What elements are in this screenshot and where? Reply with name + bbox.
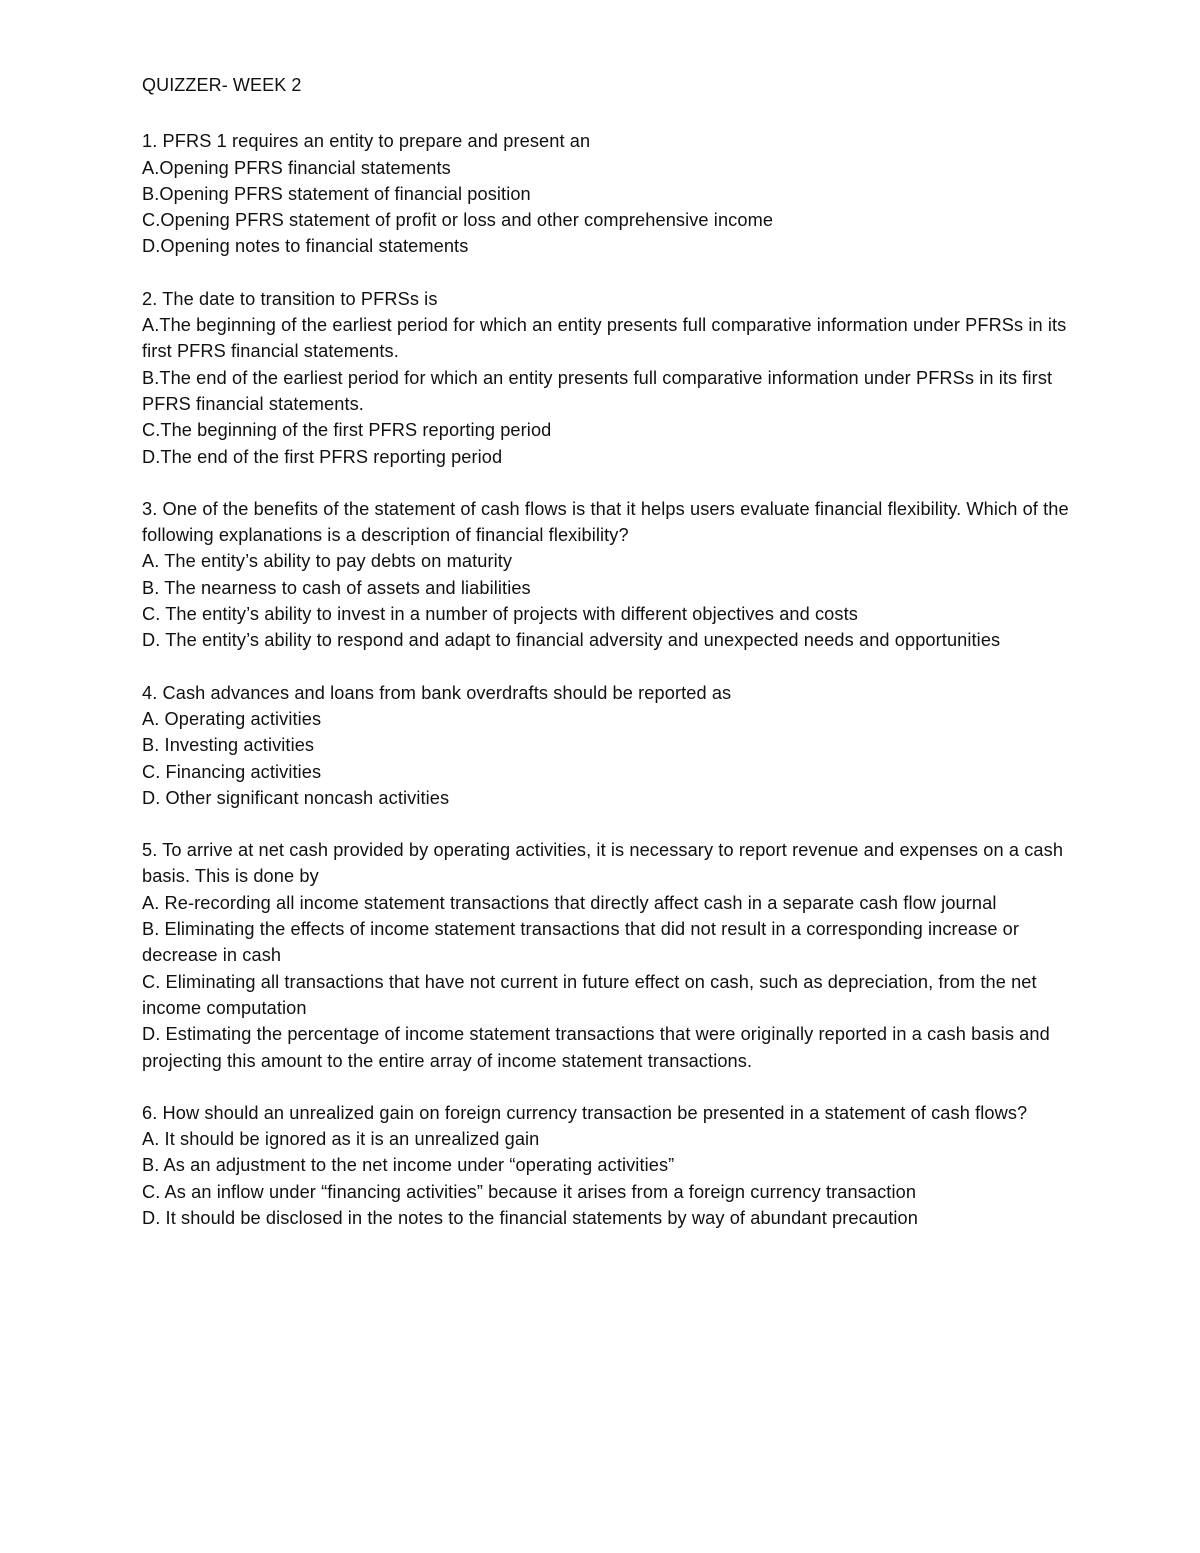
answer-option-a: A. It should be ignored as it is an unrealized gain	[142, 1129, 540, 1150]
question-stem: 3. One of the benefits of the statement of cash flows is that it helps users evaluate financial flexibility. Which of the following explanations is a description of financial flexibility?	[142, 498, 1069, 546]
question-1	[142, 128, 1082, 259]
answer-option-c: C.Opening PFRS statement of profit or loss and other comprehensive income	[142, 210, 774, 231]
answer-option-b: B.Opening PFRS statement of financial position	[142, 183, 531, 204]
answer-option-a: A. Re-recording all income statement transactions that directly affect cash in a separate cash flow journal	[142, 892, 997, 913]
answer-option-d: D. Estimating the percentage of income statement transactions that were originally reported in a cash basis and projecting this amount to the entire array of income statement transactions.	[142, 1024, 1050, 1071]
document-title: QUIZZER- WEEK 2	[142, 75, 302, 95]
question-stem: 2. The date to transition to PFRSs is	[142, 288, 438, 309]
answer-option-b: B.The end of the earliest period for which an entity presents full comparative information under PFRSs in its first PFRS financial statements.	[142, 367, 1053, 414]
answer-option-d: D. It should be disclosed in the notes to the financial statements by way of abundant precaution	[142, 1207, 918, 1228]
answer-option-d: D.The end of the first PFRS reporting period	[142, 446, 503, 467]
answer-option-c: C.The beginning of the first PFRS reporting period	[142, 420, 552, 441]
question-4	[142, 680, 1082, 811]
question-stem: 6. How should an unrealized gain on foreign currency transaction be presented in a statement of cash flows?	[142, 1102, 1028, 1123]
answer-option-d: D.Opening notes to financial statements	[142, 236, 469, 257]
answer-option-c: C. Financing activities	[142, 761, 322, 782]
answer-option-b: B. The nearness to cash of assets and liabilities	[142, 577, 531, 598]
answer-option-b: B. As an adjustment to the net income under “operating activities”	[142, 1155, 675, 1176]
answer-option-b: B. Eliminating the effects of income statement transactions that did not result in a corresponding increase or decrease in cash	[142, 919, 1020, 966]
answer-option-c: C. The entity’s ability to invest in a number of projects with different objectives and costs	[142, 604, 858, 625]
question-stem: 5. To arrive at net cash provided by operating activities, it is necessary to report revenue and expenses on a cash basis. This is done by	[142, 840, 1064, 887]
answer-option-a: A. The entity’s ability to pay debts on maturity	[142, 551, 513, 572]
answer-option-c: C. As an inflow under “financing activities” because it arises from a foreign currency transaction	[142, 1181, 917, 1202]
question-3	[142, 496, 1082, 654]
question-6	[142, 1100, 1082, 1231]
question-stem: 4. Cash advances and loans from bank overdrafts should be reported as	[142, 682, 732, 703]
answer-option-d: D. The entity’s ability to respond and adapt to financial adversity and unexpected needs and opportunities	[142, 630, 1001, 651]
answer-option-a: A.The beginning of the earliest period for which an entity presents full comparative information under PFRSs in its first PFRS financial statements.	[142, 315, 1067, 362]
answer-option-c: C. Eliminating all transactions that have not current in future effect on cash, such as depreciation, from the net income computation	[142, 971, 1037, 1018]
answer-option-a: A. Operating activities	[142, 708, 322, 729]
document-body	[142, 72, 1082, 1257]
answer-option-d: D. Other significant noncash activities	[142, 787, 450, 808]
question-stem: 1. PFRS 1 requires an entity to prepare and present an	[142, 131, 591, 152]
question-2	[142, 286, 1082, 470]
question-5	[142, 837, 1082, 1074]
answer-option-b: B. Investing activities	[142, 735, 315, 756]
answer-option-a: A.Opening PFRS financial statements	[142, 157, 451, 178]
